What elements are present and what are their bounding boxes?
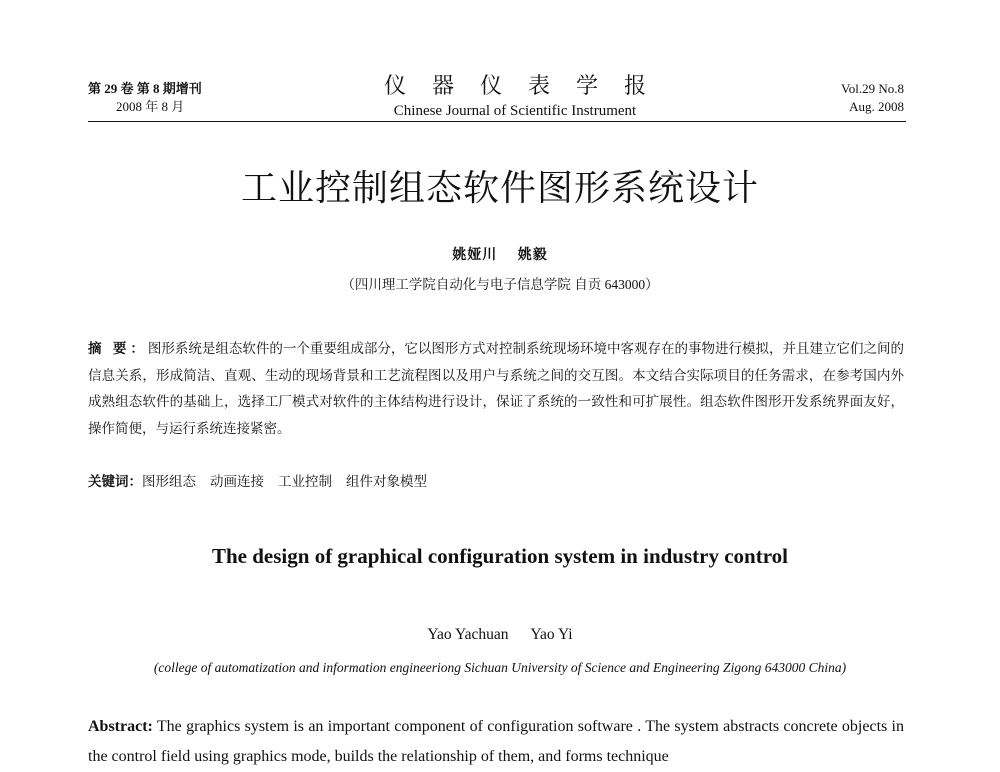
header-divider xyxy=(88,121,906,122)
paper-title-en: The design of graphical configuration system in industry control xyxy=(212,544,788,568)
keyword-cn-3: 工业控制 xyxy=(278,474,332,489)
header-volume-info xyxy=(88,80,202,116)
keyword-cn-4: 组件对象模型 xyxy=(346,474,427,489)
paper-title-cn: 工业控制组态软件图形系统设计 xyxy=(240,168,759,209)
abstract-en xyxy=(88,712,904,772)
affiliation-en: (college of automatization and information engineeriong Sichuan University of Science and Engineering Zigong 643000 China) xyxy=(153,660,847,675)
author-cn-1: 姚娅川 xyxy=(452,248,498,263)
keyword-cn-2: 动画连接 xyxy=(210,474,264,489)
abstract-cn-text: 图形系统是组态软件的一个重要组成部分，它以图形方式对控制系统现场环境中客观存在的事物进行模拟，并且建立它们之间的信息关系，形成简洁、直观、生动的现场背景和工艺流程图以及用户与系统之间的交互图。本文结合实际项目的任务需求，在参考国内外成熟组态软件的基础上，选择工厂模式对软件的主体结构进行设计，保证了系统的一致性和可扩展性。组态软件图形开发系统界面友好，操作简便，与运行系统连接紧密。 xyxy=(88,341,905,436)
author-en-2: Yao Yi xyxy=(530,626,573,643)
keywords-cn-label: 关键词： xyxy=(88,474,142,489)
header-journal xyxy=(350,72,680,120)
header-volume-info-en xyxy=(841,80,904,116)
header-volume-issue: 第 29 卷 第 8 期增刊 xyxy=(88,81,202,96)
author-en-1: Yao Yachuan xyxy=(427,626,509,643)
authors-en xyxy=(0,626,1000,644)
journal-name-cn: 仪器仪表学报 xyxy=(383,73,672,98)
journal-name-en: Chinese Journal of Scientific Instrument xyxy=(393,103,637,119)
keyword-cn-1: 图形组态 xyxy=(142,474,196,489)
header-vol-no: Vol.29 No.8 xyxy=(841,81,904,96)
affiliation-cn: （四川理工学院自动化与电子信息学院 自贡 643000） xyxy=(341,277,659,292)
authors-cn xyxy=(0,244,1000,264)
abstract-en-label: Abstract: xyxy=(88,718,153,735)
abstract-cn-label: 摘 要： xyxy=(88,341,148,356)
author-cn-2: 姚毅 xyxy=(517,248,548,263)
header-date-cn: 2008 年 8 月 xyxy=(116,99,185,114)
header-date-en: Aug. 2008 xyxy=(849,99,904,114)
abstract-cn xyxy=(88,336,904,442)
keywords-cn xyxy=(88,470,441,490)
abstract-en-text: The graphics system is an important component of configuration software . The system abstracts concrete objects in the control field using graphics mode, builds the relationship of them, and forms technique xyxy=(88,718,904,765)
